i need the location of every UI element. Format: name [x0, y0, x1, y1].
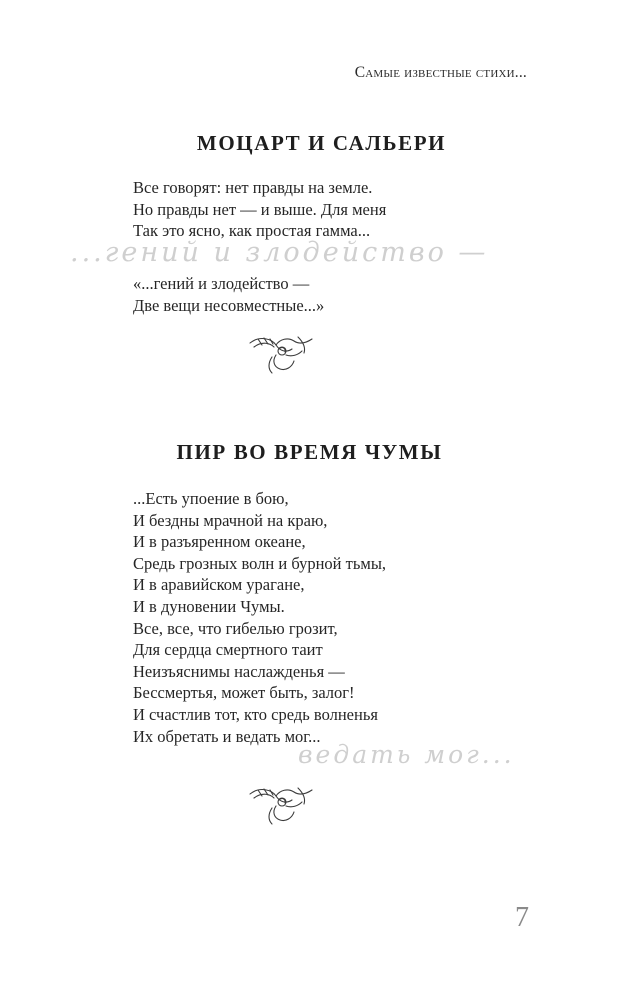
- poem-stanza-2: [133, 273, 324, 316]
- poem-line: Бессмертья, может быть, залог!: [133, 683, 355, 703]
- poem-line: Их обретать и ведать мог...: [133, 726, 321, 746]
- poem-line: И в дуновении Чумы.: [133, 596, 285, 616]
- page-number: 7: [515, 902, 529, 933]
- poem-line: Для сердца смертного таит: [133, 640, 323, 660]
- poem-line: ...Есть упоение в бою,: [133, 489, 289, 508]
- script-echo-quote: ведать мог...: [298, 740, 515, 769]
- running-head: Самые известные стихи...: [354, 64, 527, 81]
- poem-line: И счастлив тот, кто средь волненья: [133, 704, 378, 724]
- poem-title-feast-during-plague: ПИР ВО ВРЕМЯ ЧУМЫ: [176, 440, 443, 464]
- poem-stanza: [133, 488, 386, 747]
- poem-line: И бездны мрачной на краю,: [133, 510, 328, 530]
- poem-line: И в аравийском урагане,: [133, 575, 305, 595]
- signature-flourish-icon: [246, 782, 318, 826]
- poem-line: Неизъяснимы наслажденья —: [133, 661, 345, 681]
- poem-line: Так это ясно, как простая гамма...: [133, 221, 371, 241]
- poem-line: Но правды нет — и выше. Для меня: [133, 199, 387, 219]
- poem-line: Средь грозных волн и бурной тьмы,: [133, 553, 387, 573]
- poem-line: И в разъяренном океане,: [133, 532, 306, 552]
- poem-line: Все говорят: нет правды на земле.: [133, 178, 373, 197]
- poem-line: «...гений и злодейство —: [133, 274, 310, 293]
- signature-flourish-icon: [246, 331, 318, 375]
- poem-title-mozart-salieri: МОЦАРТ И САЛЬЕРИ: [196, 131, 447, 155]
- script-echo-quote: ...гений и злодейство —: [70, 237, 489, 268]
- poem-line: Все, все, что гибелью грозит,: [133, 618, 338, 638]
- poem-stanza-1: [133, 177, 386, 242]
- poem-line: Две вещи несовместные...»: [133, 295, 325, 315]
